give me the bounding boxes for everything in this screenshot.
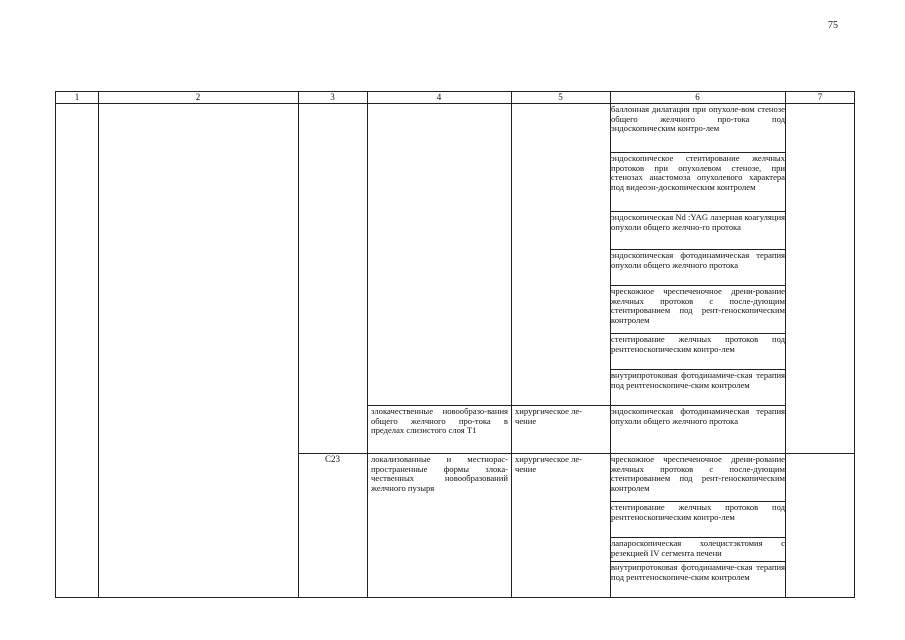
icd-code-cell: С23 xyxy=(324,454,340,464)
column-divider xyxy=(511,92,512,597)
header-col-2: 2 xyxy=(195,92,201,102)
header-col-1: 1 xyxy=(74,92,80,102)
treatment-table xyxy=(55,91,855,598)
method-cell: чрескожное чреспеченочное дрени-рование желчных протоков с после-дующим стентированием под рент-геноскопическим контролем xyxy=(611,286,785,325)
header-col-6: 6 xyxy=(695,92,700,102)
method-cell: лапароскопическая холецистэктомия с резекцией IV сегмента печени xyxy=(611,538,785,558)
page-number: 75 xyxy=(828,20,838,31)
method-cell: эндоскопическая Nd :YAG лазерная коагуляция опухоли общего желчно-го протока xyxy=(611,212,786,232)
treatment-cell: хирургическое ле-чение xyxy=(515,454,583,474)
header-col-3: 3 xyxy=(330,92,335,102)
treatment-cell: хирургическое ле-чение xyxy=(515,406,583,426)
method-cell: эндоскопическое стентирование желчных протоков при опухолевом стенозе, при стенозах анастомоза опухолевого характера под видеоэн-доскопическим контролем xyxy=(611,153,785,192)
column-divider xyxy=(367,92,368,597)
condition-cell: локализованные и местнорас-пространенные формы злока-чественных новообразований желчного пузыря xyxy=(371,454,508,493)
table-header-row xyxy=(56,92,854,104)
method-cell: стентирование желчных протоков под рентгеноскопическим контро-лем xyxy=(611,502,785,522)
method-cell: эндоскопическая фотодинамическая терапия опухоли общего желчного протока xyxy=(611,406,785,426)
method-cell: чрескожное чреспеченочное дрени-рование желчных протоков с после-дующим стентированием под рент-геноскопическим контролем xyxy=(611,454,785,493)
header-col-7: 7 xyxy=(817,92,823,102)
header-col-4: 4 xyxy=(436,92,442,102)
method-cell: стентирование желчных протоков под рентгеноскопическим контро-лем xyxy=(611,334,785,354)
condition-cell: злокачественные новообразо-вания общего желчного про-тока в пределах слизистого слоя Т1 xyxy=(371,406,508,436)
header-col-5: 5 xyxy=(558,92,563,102)
column-divider xyxy=(298,92,299,597)
method-cell: внутрипротоковая фотодинамиче-ская терапия под рентгеноскопиче-ским контролем xyxy=(611,370,785,390)
column-divider xyxy=(785,92,786,597)
method-cell: эндоскопическая фотодинамическая терапия опухоли общего желчного протока xyxy=(611,250,785,270)
method-cell: баллонная дилатация при опухоле-вом стенозе общего желчного про-тока под эндоскопическим контро-лем xyxy=(611,104,785,134)
column-divider xyxy=(98,92,99,597)
method-cell: внутрипротоковая фотодинамиче-ская терапия под рентгеноскопиче-ским контролем xyxy=(611,562,785,582)
